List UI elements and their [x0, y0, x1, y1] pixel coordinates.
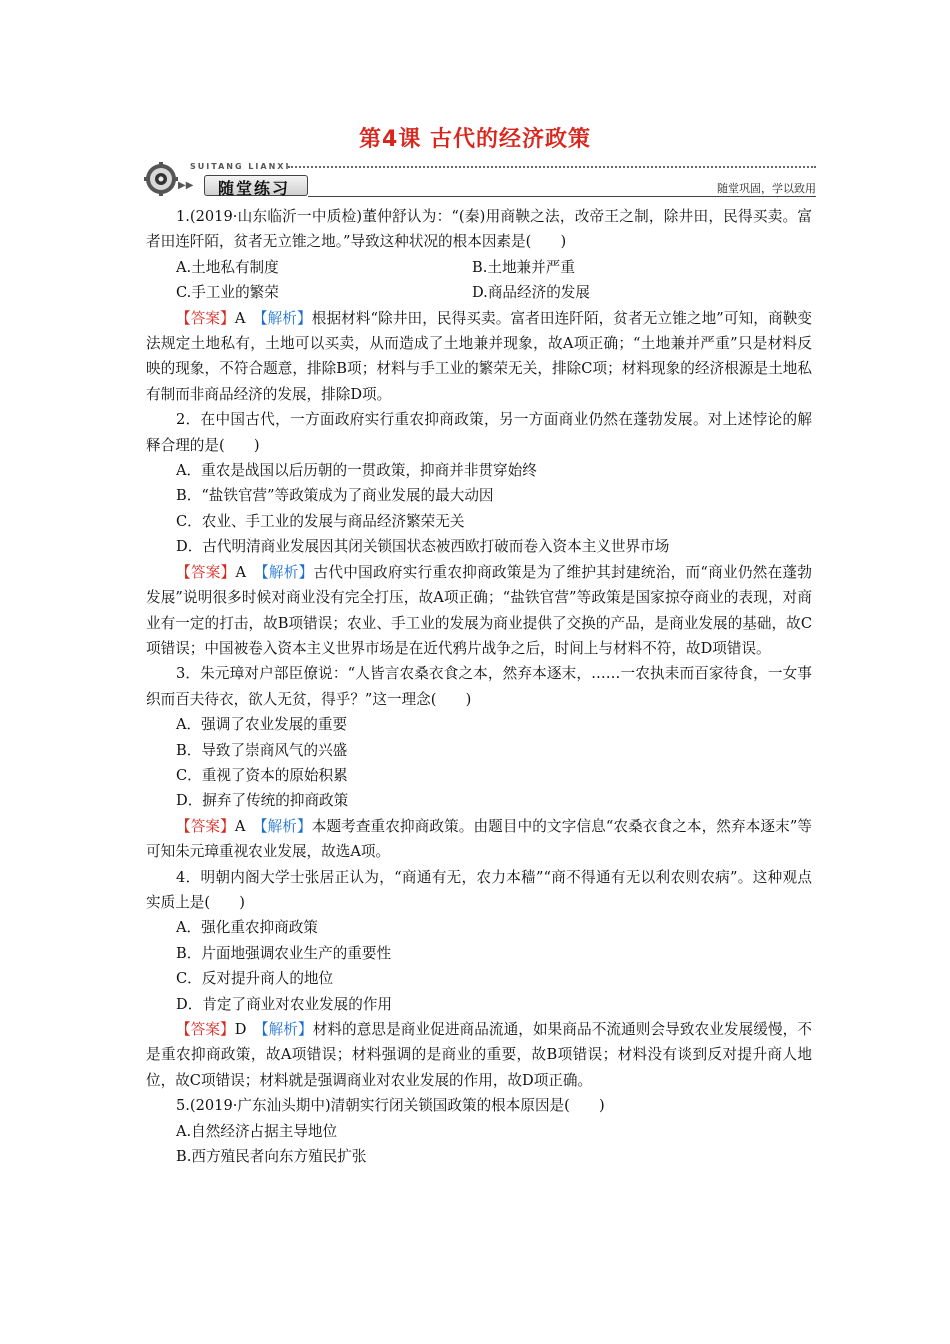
question-2-option-b: B．“盐铁官营”等政策成为了商业发展的最大动因: [176, 487, 494, 505]
question-3-option-d: D．摒弃了传统的抑商政策: [176, 792, 349, 810]
question-3-answer: A: [234, 817, 246, 835]
question-1-options-row-1: [146, 255, 812, 280]
analysis-label: 【解析】: [261, 1021, 313, 1038]
analysis-label: 【解析】: [260, 309, 312, 327]
question-3-option-a: A．强调了农业发展的重要: [176, 716, 348, 734]
question-3-option-b: B．导致了崇商风气的兴盛: [176, 741, 348, 759]
analysis-label: 【解析】: [260, 817, 312, 835]
question-2-answer: A: [235, 563, 247, 581]
question-4-stem: 4．明朝内阁大学士张居正认为，“商通有无，农力本穑”“商不得通有无以利农则农病”。这种观点实质上是( ): [146, 868, 812, 911]
question-4-analysis: 材料的意思是商业促进商品流通，如果商品不流通则会导致农业发展缓慢，不是重农抑商政策，故A项错误；材料强调的是商业的重要，故B项错误；材料没有谈到反对提升商人地位，故C项错误；材料就是强调商业对农业发展的作用，故D项正确。: [146, 1021, 812, 1089]
question-3-solution: [146, 814, 812, 865]
question-1-solution: [146, 306, 812, 408]
question-1-option-d: D.商品经济的发展: [472, 284, 590, 302]
question-1-options-row-2: [146, 280, 812, 305]
answer-label: 【答案】: [176, 1021, 235, 1038]
question-5-option-a: A.自然经济占据主导地位: [176, 1122, 338, 1140]
section-label: 随堂练习: [218, 179, 291, 198]
gear-icon: [144, 162, 178, 196]
question-2-analysis: 古代中国政府实行重农抑商政策是为了维护其封建统治，而“商业仍然在蓬勃发展”说明很多时候对商业没有完全打压，故A项正确；“盐铁官营”等政策是国家掠夺商业的表现，对商业有一定的打击，故B项错误；农业、手工业的发展为商业提供了交换的产品，是商业发展的基础，故C项错误；中国被卷入资本主义世界市场是在近代鸦片战争之后，时间上与材料不符，故D项错误。: [146, 563, 812, 657]
question-5-option-b: B.西方殖民者向东方殖民扩张: [176, 1148, 367, 1166]
question-4-option-c: C．反对提升商人的地位: [176, 970, 334, 988]
question-3-analysis: 本题考查重农抑商政策。由题目中的文字信息“农桑衣食之本，然弃本逐末”等可知朱元璋重视农业发展，故选A项。: [146, 817, 812, 861]
section-banner: [138, 158, 816, 200]
question-2-option-a: A．重农是战国以后历朝的一贯政策，抑商并非贯穿始终: [176, 462, 537, 480]
question-1-option-c: C.手工业的繁荣: [176, 284, 279, 302]
question-1-option-b: B.土地兼并严重: [472, 258, 575, 276]
question-2-option-c: C．农业、手工业的发展与商品经济繁荣无关: [176, 512, 465, 530]
question-3-stem: 3．朱元璋对户部臣僚说：“人皆言农桑衣食之本，然弃本逐末，……一农执耒而百家待食，一女事织而百夫待衣，欲人无贫，得乎？”这一理念( ): [146, 665, 812, 708]
question-4-option-b: B．片面地强调农业生产的重要性: [176, 944, 392, 962]
question-5-stem: 5.(2019·广东汕头期中)清朝实行闭关锁国政策的根本原因是( ): [176, 1097, 605, 1115]
analysis-label: 【解析】: [261, 563, 314, 581]
question-4-option-a: A．强化重农抑商政策: [176, 919, 318, 937]
question-3-option-c: C．重视了资本的原始积累: [176, 766, 348, 784]
question-2-stem: 2．在中国古代，一方面政府实行重农抑商政策，另一方面商业仍然在蓬勃发展。对上述悖论的解释合理的是( ): [146, 411, 812, 454]
question-1-stem: 1.(2019·山东临沂一中质检)董仲舒认为：“(秦)用商鞅之法，改帝王之制，除井田，民得买卖。富者田连阡陌，贫者无立锥之地。”导致这种状况的根本因素是( ): [146, 208, 812, 251]
answer-label: 【答案】: [176, 309, 235, 327]
question-4-option-d: D．肯定了商业对农业发展的作用: [176, 995, 393, 1013]
dotted-divider: [288, 166, 816, 168]
question-2-solution: [146, 560, 812, 662]
solid-divider: [308, 196, 816, 197]
question-2-option-d: D．古代明清商业发展因其闭关锁国状态被西欧打破而卷入资本主义世界市场: [176, 538, 670, 556]
section-slogan: 随堂巩固，学以致用: [717, 182, 816, 195]
question-4-answer: D: [234, 1021, 247, 1038]
question-4-solution: [146, 1017, 812, 1093]
section-pinyin: SUITANG LIANXI: [190, 162, 291, 171]
question-1-option-a: A.土地私有制度: [176, 258, 279, 276]
page-title: 第4课 古代的经济政策: [359, 127, 591, 152]
questions-content: [146, 204, 812, 1169]
answer-label: 【答案】: [176, 817, 235, 835]
answer-label: 【答案】: [176, 563, 236, 581]
question-1-answer: A: [234, 309, 246, 327]
question-1-analysis: 根据材料“除井田，民得买卖。富者田连阡陌，贫者无立锥之地”可知，商鞅变法规定土地私有，土地可以买卖，从而造成了土地兼并现象，故A项正确；“土地兼并严重”只是材料反映的现象，不符合题意，排除B项；材料与手工业的繁荣无关，排除C项；材料现象的经济根源是土地私有制而非商品经济的发展，排除D项。: [146, 309, 812, 403]
arrow-decoration-icon: ▶▶: [178, 180, 194, 191]
